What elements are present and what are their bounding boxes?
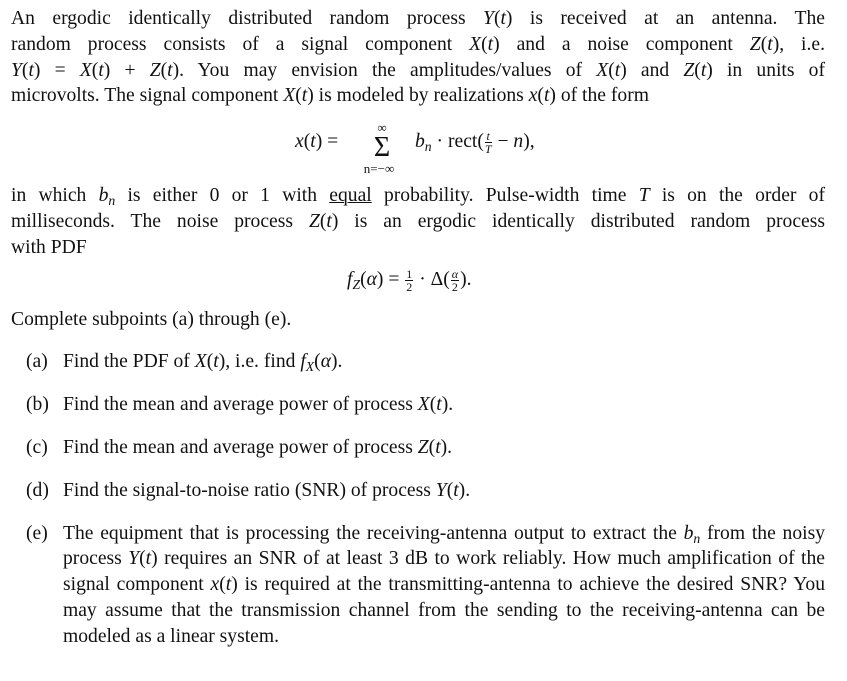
noise-pdf-equation: $f_Z(\alpha)$ = $\frac{1}{2}$ · Δ( $\frac{\alpha}{2}$ ). [347, 266, 472, 294]
equation-rhs: $b_n$ · rect( $\frac{t}{T}$ − n), [415, 129, 535, 157]
subpoint-label: (c) [26, 436, 48, 458]
instruction-text: Complete subpoints (a) through (e). [11, 308, 292, 330]
pdf-line-3: with PDF [11, 236, 87, 258]
subpoint-label: (a) [26, 351, 48, 373]
pdf-line-2: milliseconds. The noise process Z(t) is an ergodic identically distributed random process [11, 210, 825, 232]
sum-lower-limit: n=−∞ [363, 161, 395, 177]
intro-line-2: random process consists of a signal component X(t) and a noise component Z(t), i.e. [11, 33, 825, 55]
subpoint-text: Find the PDF of X(t), i.e. find $f_X(\alpha)$. [63, 351, 343, 375]
subpoint-list [11, 349, 825, 649]
equation-lhs: x(t) = [295, 131, 339, 153]
subpoint-label: (e) [26, 522, 48, 544]
subpoint-label: (d) [26, 479, 49, 501]
subpoint-a [11, 349, 825, 375]
intro-line-4: microvolts. The signal component X(t) is modeled by realizations x(t) of the form [11, 85, 649, 107]
subpoint-text: Find the mean and average power of process X(t). [63, 394, 454, 416]
subpoint-c [11, 435, 825, 461]
subpoint-text: The equipment that is processing the receiving-antenna output to extract the $b_n$ from the noisy process Y(t) requires an SNR of at least 3 dB to work reliably. How much amplification of the signal component x(t) is required at the transmitting-antenna to achieve the desired SNR? You may assume that the transmission channel from the sending to the receiving-antenna can be modeled as a linear system. [63, 522, 825, 647]
subpoint-text: Find the mean and average power of process Z(t). [63, 436, 453, 458]
pdf-paragraph [11, 183, 825, 260]
summation [362, 121, 402, 176]
subpoint-label: (b) [26, 394, 49, 416]
intro-paragraph [11, 6, 825, 109]
signal-equation [11, 121, 825, 183]
intro-line-1: An ergodic identically distributed random process Y(t) is received at an antenna. The [11, 8, 825, 29]
sum-upper-limit: ∞ [377, 120, 387, 136]
subpoint-b [11, 392, 825, 418]
subpoint-d [11, 478, 825, 504]
subpoint-text: Find the signal-to-noise ratio (SNR) of process Y(t). [63, 479, 471, 501]
subpoint-e [11, 521, 825, 650]
intro-line-3: Y(t) = X(t) + Z(t). You may envision the amplitudes/values of X(t) and Z(t) in units of [11, 59, 826, 81]
pdf-line-1: in which $b_n$ is either 0 or 1 with equal probability. Pulse-width time T is on the order of [11, 185, 825, 209]
sigma-symbol: Σ [373, 132, 391, 164]
